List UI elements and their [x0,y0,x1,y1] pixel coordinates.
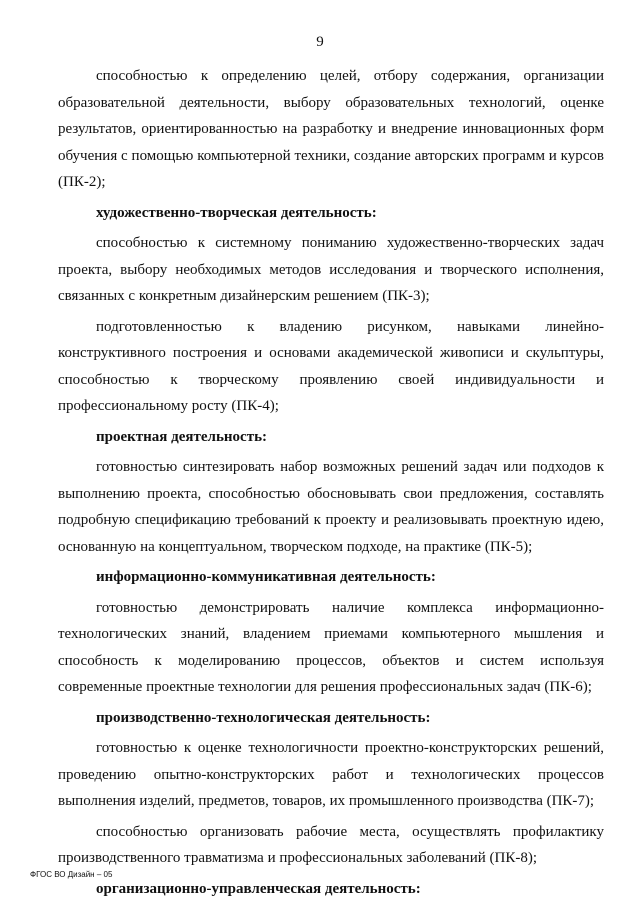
heading-artistic-creative: художественно-творческая деятельность: [96,204,377,221]
document-body [58,63,604,906]
paragraph-pk2: способностью к определению целей, отбору содержания, организации образовательной деятельности, выбору образовательных технологий, оценке результатов, ориентированностью на разработку и внедрение инновационных форм обучения с помощью компьютерной техники, создание авторских программ и курсов (ПК-2); [58,68,604,190]
footer-label: ФГОС ВО Дизайн – 05 [30,870,113,879]
paragraph-pk3: способностью к системному пониманию художественно-творческих задач проекта, выбору необходимых методов исследования и творческого исполнения, связанных с конкретным дизайнерским решением (ПК-3); [58,235,604,304]
paragraph-pk7: готовностью к оценке технологичности проектно-конструкторских решений, проведению опытно-конструкторских работ и технологических процессов выполнения изделий, предметов, товаров, их промышленного производства (ПК-7); [58,740,604,809]
paragraph-pk8: способностью организовать рабочие места, осуществлять профилактику производственного травматизма и профессиональных заболеваний (ПК-8); [58,823,604,866]
paragraph-pk4: подготовленностью к владению рисунком, навыками линейно-конструктивного построения и основами академической живописи и скульптуры, способностью к творческому проявлению своей индивидуальности и профессиональному росту (ПК-4); [58,318,604,414]
heading-info-communicative: информационно-коммуникативная деятельность: [96,569,436,585]
heading-organizational-managerial: организационно-управленческая деятельность: [96,880,421,897]
heading-production-technological: производственно-технологическая деятельность: [96,709,431,726]
paragraph-pk6: готовностью демонстрировать наличие комплекса информационно-технологических знаний, владением приемами компьютерного мышления и способность к моделированию процессов, объектов и систем используя современные проектные технологии для решения профессиональных задач (ПК-6); [58,599,604,695]
paragraph-pk5: готовностью синтезировать набор возможных решений задач или подходов к выполнению проекта, способностью обосновывать свои предложения, составлять подробную спецификацию требований к проекту и реализовывать проектную идею, основанную на концептуальном, творческом подходе, на практике (ПК-5); [58,459,604,555]
heading-project: проектная деятельность: [96,428,267,445]
page-number: 9 [316,34,324,50]
